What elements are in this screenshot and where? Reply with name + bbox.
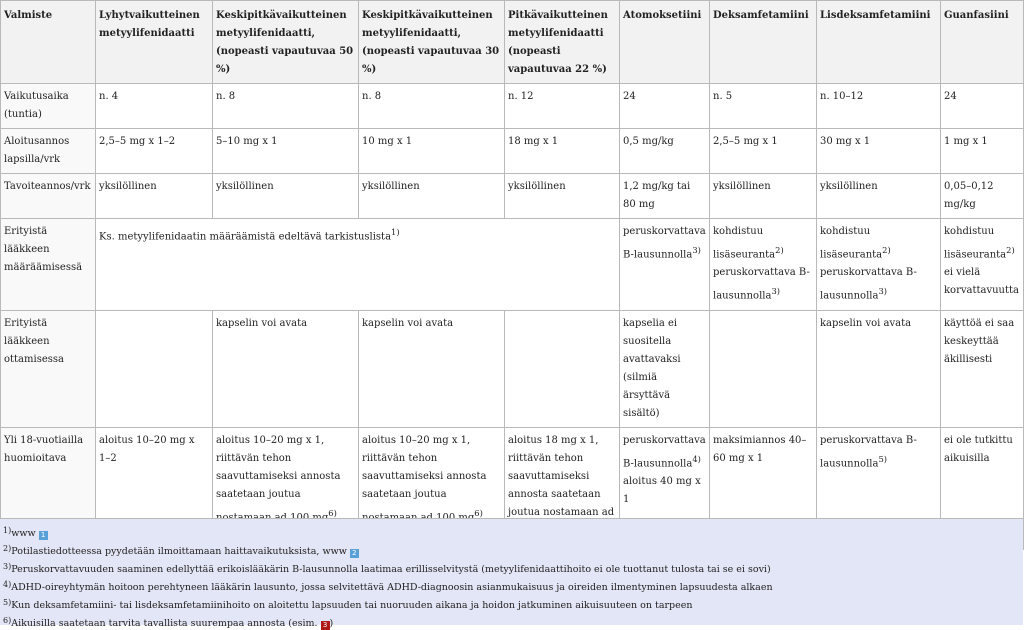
cell-text: kohdistuu lisäseuranta bbox=[944, 226, 1007, 261]
table-row bbox=[1, 219, 1024, 311]
footnotes-section bbox=[0, 518, 1023, 629]
table-cell: yksilöllinen bbox=[817, 174, 941, 219]
column-header: Valmiste bbox=[1, 1, 96, 84]
column-header: Deksamfetamiini bbox=[710, 1, 817, 84]
footnote-ref: 3) bbox=[771, 286, 780, 297]
footnote bbox=[3, 597, 693, 612]
cell-text: aloitus 10–20 mg x 1, riittävän tehon saavuttamiseksi annosta saatetaan joutua bbox=[216, 434, 341, 500]
table-row bbox=[1, 84, 1024, 129]
column-header: Pitkävaikutteinen metyylifenidaatti (nopeasti vapautuvaa 22 %) bbox=[505, 1, 620, 84]
table-cell: 30 mg x 1 bbox=[817, 129, 941, 174]
table-cell bbox=[96, 310, 213, 427]
table-row bbox=[1, 174, 1024, 219]
column-header: Atomoksetiini bbox=[620, 1, 710, 84]
table-cell: yksilöllinen bbox=[505, 174, 620, 219]
reference-badge-icon[interactable]: 2 bbox=[350, 549, 359, 558]
footnote-ref: 3) bbox=[692, 245, 701, 255]
column-header: Lisdeksamfetamiini bbox=[817, 1, 941, 84]
table-cell: 1,2 mg/kg tai 80 mg bbox=[620, 174, 710, 219]
table-cell: yksilöllinen bbox=[359, 174, 505, 219]
cell-text: Ks. metyylifenidaatin määräämistä edeltävä tarkistuslista bbox=[99, 231, 392, 243]
footnote-ref: 6) bbox=[474, 507, 483, 518]
table-cell bbox=[941, 219, 1024, 311]
table-cell: 24 bbox=[620, 84, 710, 129]
table-cell: kapselin voi avata bbox=[817, 310, 941, 427]
table-cell: maksimiannos 40–60 mg x 1 bbox=[710, 427, 817, 549]
row-header: Tavoiteannos/vrk bbox=[1, 174, 96, 219]
footnote-ref: 3) bbox=[878, 286, 887, 297]
footnote-marker: 2) bbox=[3, 544, 12, 553]
table-cell: käyttöä ei saa keskeyttää äkillisesti bbox=[941, 310, 1024, 427]
footnote-text: Aikuisilla saatetaan tarvita tavallista suurempaa annosta (esim. bbox=[11, 618, 318, 629]
table-cell: ei ole tutkittu aikuisilla bbox=[941, 427, 1024, 549]
cell-text: peruskorvattava B-lausunnolla bbox=[713, 267, 810, 302]
column-header: Guanfasiini bbox=[941, 1, 1024, 84]
cell-text: peruskorvattava B-lausunnolla bbox=[820, 267, 917, 302]
table-cell bbox=[505, 310, 620, 427]
row-header: Yli 18-vuotiailla huomioitava bbox=[1, 427, 96, 549]
row-header: Aloitusannos lapsilla/vrk bbox=[1, 129, 96, 174]
table-row bbox=[1, 129, 1024, 174]
cell-text: ei vielä korvattavuutta bbox=[944, 267, 1019, 297]
footnote-ref: 6) bbox=[328, 507, 337, 518]
table-cell: kapselia ei suositella avattavaksi (silmiä ärsyttävä sisältö) bbox=[620, 310, 710, 427]
table-cell bbox=[817, 219, 941, 311]
footnote bbox=[3, 561, 771, 576]
table-row bbox=[1, 310, 1024, 427]
footnote bbox=[3, 579, 773, 594]
footnote bbox=[3, 543, 359, 558]
footnote-marker: 4) bbox=[3, 580, 12, 589]
table-cell: 5–10 mg x 1 bbox=[213, 129, 359, 174]
footnote-text-tail: ) bbox=[329, 618, 334, 629]
footnote-ref: 4) bbox=[692, 453, 701, 464]
cell-text: peruskorvattava B-lausunnolla bbox=[623, 434, 706, 469]
footnote-marker: 1) bbox=[3, 526, 12, 535]
footnote bbox=[3, 615, 333, 630]
column-header: Keskipitkävaikutteinen metyylifenidaatti, (nopeasti vapautuvaa 50 %) bbox=[213, 1, 359, 84]
table-cell: kapselin voi avata bbox=[213, 310, 359, 427]
table-cell: yksilöllinen bbox=[710, 174, 817, 219]
row-header: Vaikutusaika (tuntia) bbox=[1, 84, 96, 129]
table-cell: n. 8 bbox=[359, 84, 505, 129]
table-cell-merged bbox=[96, 219, 620, 311]
table-cell: n. 4 bbox=[96, 84, 213, 129]
cell-text: aloitus 18 mg x 1, riittävän tehon saavuttamiseksi annosta saatetaan joutua nostamaan ad bbox=[508, 434, 615, 518]
header-row bbox=[1, 1, 1024, 84]
footnote-ref: 1) bbox=[391, 227, 400, 237]
footnote-marker: 3) bbox=[3, 562, 12, 571]
table-cell: aloitus 10–20 mg x 1–2 bbox=[96, 427, 213, 549]
table-cell: 24 bbox=[941, 84, 1024, 129]
row-header: Erityistä lääkkeen määräämisessä bbox=[1, 219, 96, 311]
table-cell: n. 12 bbox=[505, 84, 620, 129]
cell-text: aloitus 40 mg x 1 bbox=[623, 475, 701, 505]
table-cell: n. 10–12 bbox=[817, 84, 941, 129]
reference-badge-icon[interactable]: 3 bbox=[321, 621, 330, 630]
table-cell bbox=[620, 219, 710, 311]
table-cell: 2,5–5 mg x 1–2 bbox=[96, 129, 213, 174]
footnote-marker: 6) bbox=[3, 616, 12, 625]
footnote bbox=[3, 525, 48, 540]
footnote-text: Kun deksamfetamiini- tai lisdeksamfetamiinihoito on aloitettu lapsuuden tai nuoruuden aikana ja hoidon jatkuminen aikuisuuteen on tarpeen bbox=[11, 600, 693, 611]
footnote-ref: 2) bbox=[882, 245, 891, 255]
footnote-ref: 2) bbox=[1006, 245, 1015, 255]
footnote-text: ADHD-oireyhtymän hoitoon perehtyneen lääkärin lausunto, jossa selvitettävä ADHD-diagnoosin asianmukaisuus ja oireiden ilmentyminen lapsuudesta alkaen bbox=[11, 582, 773, 593]
table-cell: n. 8 bbox=[213, 84, 359, 129]
reference-badge-icon[interactable]: 1 bbox=[39, 531, 48, 540]
column-header: Keskipitkävaikutteinen metyylifenidaatti, (nopeasti vapautuvaa 30 %) bbox=[359, 1, 505, 84]
table-cell: 10 mg x 1 bbox=[359, 129, 505, 174]
cell-text: aloitus 10–20 mg x 1, riittävän tehon saavuttamiseksi annosta saatetaan joutua bbox=[362, 434, 487, 500]
table-cell: 2,5–5 mg x 1 bbox=[710, 129, 817, 174]
table-cell: 0,5 mg/kg bbox=[620, 129, 710, 174]
row-header: Erityistä lääkkeen ottamisessa bbox=[1, 310, 96, 427]
table-cell: n. 5 bbox=[710, 84, 817, 129]
column-header: Lyhytvaikutteinen metyylifenidaatti bbox=[96, 1, 213, 84]
footnote-ref: 5) bbox=[878, 453, 887, 464]
table-cell: yksilöllinen bbox=[96, 174, 213, 219]
cell-text: kohdistuu lisäseuranta bbox=[713, 226, 776, 261]
table-cell bbox=[710, 219, 817, 311]
cell-text: peruskorvattava B-lausunnolla bbox=[623, 226, 706, 261]
footnote-ref: 2) bbox=[775, 245, 784, 255]
table-cell: 1 mg x 1 bbox=[941, 129, 1024, 174]
table-cell: kapselin voi avata bbox=[359, 310, 505, 427]
footnote-text: Peruskorvattavuuden saaminen edellyttää erikoislääkärin B-lausunnolla laatimaa erillisselvitystä (metyylifenidaattihoito ei ole tuottanut tulosta tai se ei sovi) bbox=[11, 564, 771, 575]
cell-text: peruskorvattava B-lausunnolla bbox=[820, 434, 917, 469]
table-cell: yksilöllinen bbox=[213, 174, 359, 219]
footnote-link[interactable]: www bbox=[11, 528, 36, 539]
footnote-text: Potilastiedotteessa pyydetään ilmoittamaan haittavaikutuksista, www bbox=[11, 546, 347, 557]
cell-text: kohdistuu lisäseuranta bbox=[820, 226, 883, 261]
table-cell: 18 mg x 1 bbox=[505, 129, 620, 174]
table-cell: 0,05–0,12 mg/kg bbox=[941, 174, 1024, 219]
footnote-marker: 5) bbox=[3, 598, 12, 607]
table-cell bbox=[710, 310, 817, 427]
